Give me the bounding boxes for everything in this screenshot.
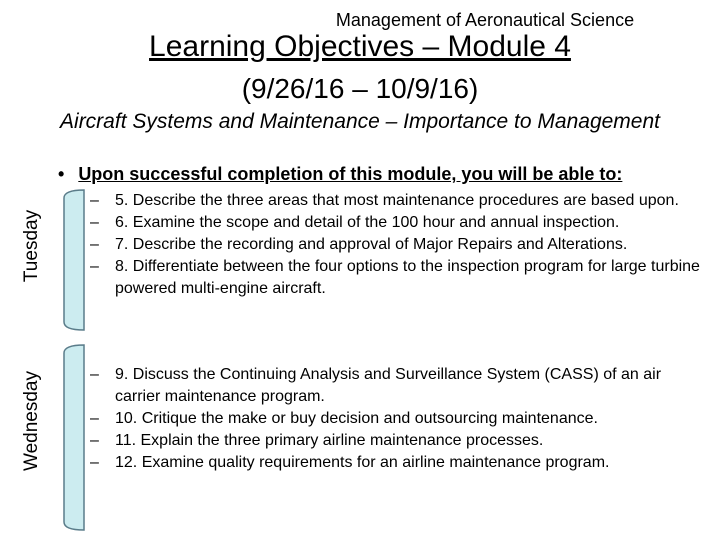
list-item: – 7. Describe the recording and approval of Major Repairs and Alterations. bbox=[90, 234, 710, 256]
wednesday-objectives bbox=[90, 364, 710, 474]
wednesday-bracket bbox=[62, 345, 86, 530]
list-item: – 5. Describe the three areas that most maintenance procedures are based upon. bbox=[90, 190, 710, 212]
date-range: (9/26/16 – 10/9/16) bbox=[241, 73, 479, 104]
tuesday-objectives bbox=[90, 190, 710, 300]
intro-text: Upon successful completion of this module, you will be able to: bbox=[78, 164, 623, 184]
tuesday-bracket-shape bbox=[64, 190, 84, 330]
list-item: – 6. Examine the scope and detail of the 100 hour and annual inspection. bbox=[90, 212, 710, 234]
bullet-icon: • bbox=[58, 164, 65, 184]
list-item: – 10. Critique the make or buy decision and outsourcing maintenance. bbox=[90, 408, 710, 430]
day-label-tuesday: Tuesday bbox=[21, 209, 42, 283]
list-item: – 11. Explain the three primary airline maintenance processes. bbox=[90, 430, 710, 452]
module-subtitle: Aircraft Systems and Maintenance – Importance to Management bbox=[60, 110, 660, 133]
list-item: – 12. Examine quality requirements for an airline maintenance program. bbox=[90, 452, 710, 474]
list-item: – 8. Differentiate between the four options to the inspection program for large turbine powered multi-engine aircraft. bbox=[90, 256, 710, 300]
list-item: – 9. Discuss the Continuing Analysis and Surveillance System (CASS) of an air carrier maintenance program. bbox=[90, 364, 710, 408]
tuesday-bracket bbox=[62, 190, 86, 330]
page-title: Learning Objectives – Module 4 bbox=[149, 30, 571, 63]
course-name: Management of Aeronautical Science bbox=[335, 10, 635, 30]
day-label-wednesday: Wednesday bbox=[21, 371, 42, 471]
wednesday-bracket-shape bbox=[64, 345, 84, 530]
intro-bullet bbox=[58, 164, 718, 185]
